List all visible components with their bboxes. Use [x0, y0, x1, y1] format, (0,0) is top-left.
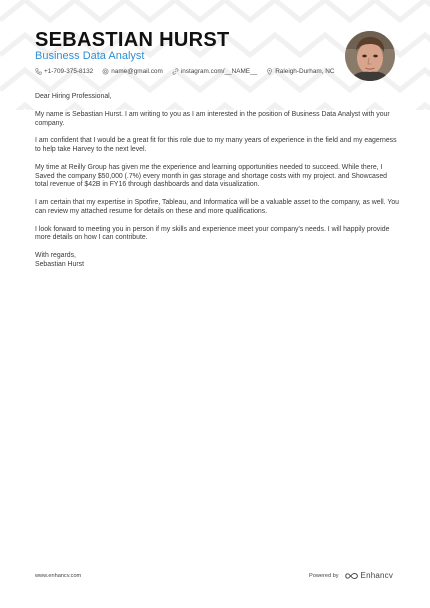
letter-closing: With regards,: [35, 252, 76, 259]
footer-branding[interactable]: [309, 571, 393, 580]
footer-website-link[interactable]: www.enhancv.com: [35, 573, 82, 579]
location-icon: [266, 68, 273, 75]
email-icon: [102, 68, 109, 75]
link-icon: [172, 68, 179, 75]
letter-paragraph: My name is Sebastian Hurst. I am writing to you as I am interested in the position of Business Data Analyst with your company.: [35, 110, 390, 127]
letter-greeting: Dear Hiring Professional,: [35, 93, 112, 100]
cover-letter-body: [35, 93, 400, 270]
candidate-name: SEBASTIAN HURST: [35, 29, 230, 51]
candidate-title: Business Data Analyst: [35, 50, 145, 62]
letter-paragraph: I am certain that my expertise in Spotfire, Tableau, and Informatica will be a valuable asset to the company, as well. You can review my attached resume for details on these and more qualifications.: [35, 199, 399, 215]
contact-location-text: Raleigh-Durham, NC: [275, 68, 335, 75]
powered-by-label: Powered by: [309, 572, 339, 579]
enhancv-logo: [345, 571, 394, 580]
contact-info-row: [35, 68, 344, 75]
letter-paragraph: I look forward to meeting you in person if my skills and experience meet your company's needs. I will happily provide more details on how I can contribute.: [35, 225, 390, 242]
letter-signature: Sebastian Hurst: [35, 260, 85, 268]
contact-phone-text: +1-709-375-8132: [44, 68, 94, 75]
contact-phone[interactable]: [35, 68, 93, 75]
letter-paragraph: I am confident that I would be a great fit for this role due to my many years of experience in the field and my eagerness to help take Harvey to the next level.: [35, 137, 397, 153]
enhancv-brand-name: Enhancv: [360, 571, 394, 580]
contact-email[interactable]: [102, 68, 163, 75]
contact-link-text: instagram.com/__NAME__: [180, 68, 258, 75]
profile-photo: [345, 31, 395, 81]
contact-location: [266, 68, 334, 75]
enhancv-logo-icon: [345, 572, 359, 580]
contact-email-text: name@gmail.com: [111, 68, 163, 75]
phone-icon: [35, 68, 42, 75]
contact-link[interactable]: [172, 68, 257, 75]
letter-paragraph: My time at Reilly Group has given me the experience and learning opportunities needed to succeed. While there, I Saved the company $50,000 (.7%) every month in gas storage and shortage costs with my project. and Showcased total revenue of $42B in FY16 through dashboards and data visualization.: [35, 163, 388, 189]
